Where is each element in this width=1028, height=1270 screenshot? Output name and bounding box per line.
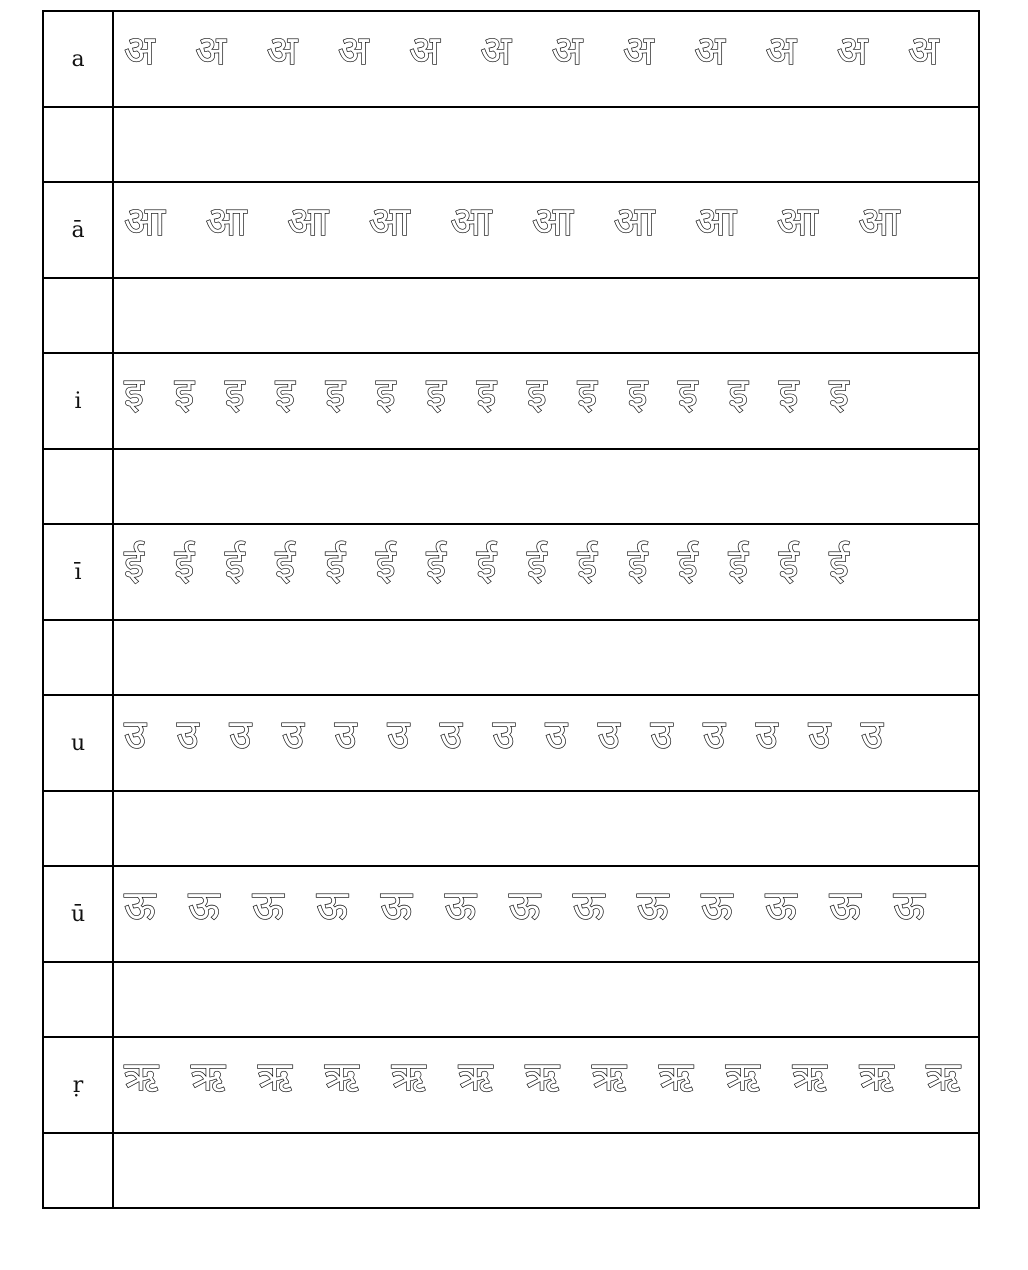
row-label: ṛ	[43, 1037, 113, 1133]
glyph-cell	[113, 11, 979, 107]
practice-sheet	[42, 10, 980, 1209]
row-r	[43, 1037, 979, 1133]
blank-writing-cell	[113, 962, 979, 1037]
outline-glyphs: ऊ ऊ ऊ ऊ ऊ ऊ ऊ ऊ ऊ ऊ ऊ ऊ ऊ	[124, 883, 925, 929]
practice-blank-row	[43, 791, 979, 866]
row-a	[43, 11, 979, 107]
practice-blank-row	[43, 962, 979, 1037]
row-aa	[43, 182, 979, 278]
blank-label-cell	[43, 449, 113, 524]
row-label: a	[43, 11, 113, 107]
blank-writing-cell	[113, 791, 979, 866]
outline-glyphs: अ अ अ अ अ अ अ अ अ अ अ अ	[124, 28, 939, 74]
outline-glyphs: ई ई ई ई ई ई ई ई ई ई ई ई ई ई ई	[124, 541, 849, 587]
blank-label-cell	[43, 107, 113, 182]
glyph-cell	[113, 866, 979, 962]
blank-label-cell	[43, 962, 113, 1037]
blank-writing-cell	[113, 1133, 979, 1208]
practice-blank-row	[43, 1133, 979, 1208]
row-i	[43, 353, 979, 449]
practice-blank-row	[43, 107, 979, 182]
row-u	[43, 695, 979, 791]
row-label: ū	[43, 866, 113, 962]
blank-writing-cell	[113, 107, 979, 182]
outline-glyphs: इ इ इ इ इ इ इ इ इ इ इ इ इ इ इ	[124, 370, 849, 416]
practice-blank-row	[43, 278, 979, 353]
glyph-cell	[113, 182, 979, 278]
blank-label-cell	[43, 278, 113, 353]
glyph-cell	[113, 353, 979, 449]
practice-blank-row	[43, 620, 979, 695]
glyph-cell	[113, 524, 979, 620]
outline-glyphs: आ आ आ आ आ आ आ आ आ आ	[124, 199, 900, 245]
practice-blank-row	[43, 449, 979, 524]
glyph-cell	[113, 1037, 979, 1133]
blank-writing-cell	[113, 620, 979, 695]
row-label: ī	[43, 524, 113, 620]
blank-label-cell	[43, 620, 113, 695]
outline-glyphs: ऋ ऋ ऋ ऋ ऋ ऋ ऋ ऋ ऋ ऋ ऋ ऋ ऋ	[124, 1054, 961, 1100]
blank-label-cell	[43, 1133, 113, 1208]
row-ii	[43, 524, 979, 620]
row-label: i	[43, 353, 113, 449]
glyph-cell	[113, 695, 979, 791]
blank-writing-cell	[113, 278, 979, 353]
row-label: u	[43, 695, 113, 791]
outline-glyphs: उ उ उ उ उ उ उ उ उ उ उ उ उ उ उ	[124, 712, 883, 758]
blank-label-cell	[43, 791, 113, 866]
row-uu	[43, 866, 979, 962]
row-label: ā	[43, 182, 113, 278]
blank-writing-cell	[113, 449, 979, 524]
